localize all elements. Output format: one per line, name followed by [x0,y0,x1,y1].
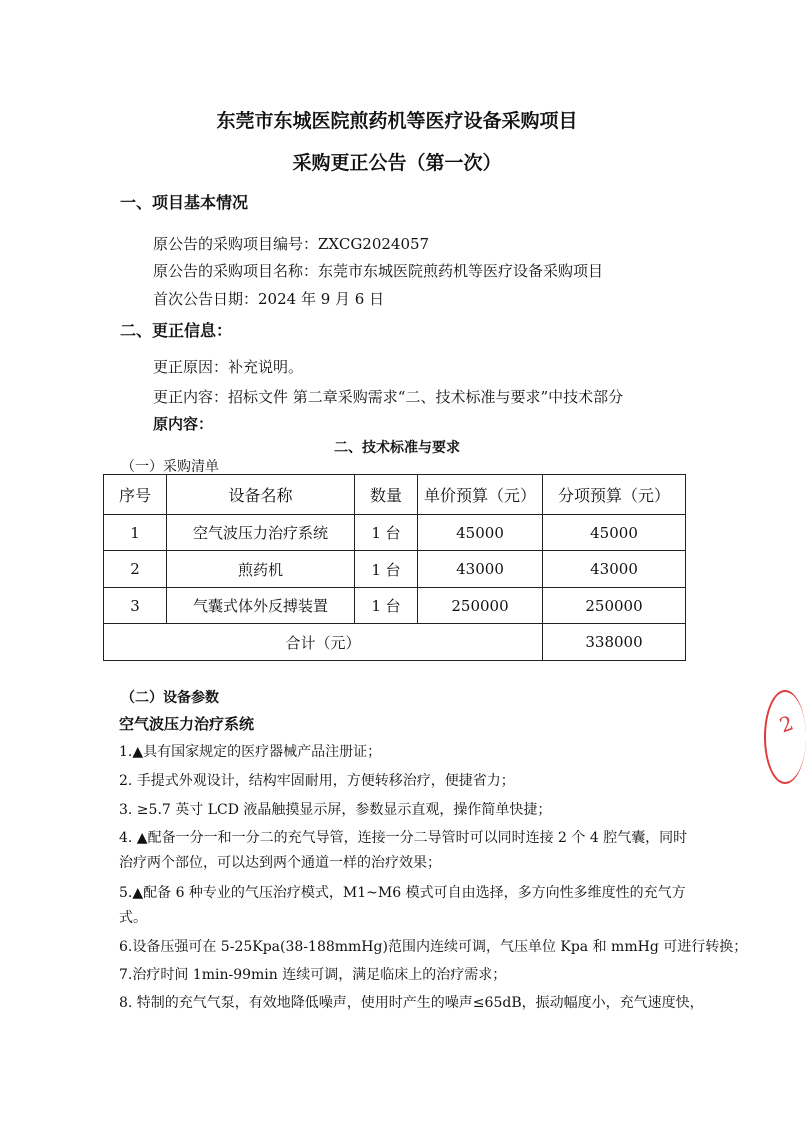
table-row [104,514,686,551]
param-line: 5.▲配备 6 种专业的气压治疗模式，M1~M6 模式可自由选择，多方向性多维度性的充气方 [119,885,686,901]
cell-index: 2 [104,551,167,588]
project-name: 原公告的采购项目名称：东莞市东城医院煎药机等医疗设备采购项目 [153,262,604,280]
params-heading: （二）设备参数 [121,690,219,706]
first-notice-date: 首次公告日期：2024 年 9 月 6 日 [153,290,385,308]
param-line: 7.治疗时间 1min-99min 连续可调，满足临床上的治疗需求； [119,967,507,983]
correction-content: 更正内容：招标文件 第二章采购需求“二、技术标准与要求”中技术部分 [153,388,624,406]
param-line: 式。 [119,910,147,926]
total-value: 338000 [543,624,686,661]
table-total-row [104,624,686,661]
table-row [104,551,686,588]
cell-index: 3 [104,587,167,624]
project-number: 原公告的采购项目编号：ZXCG2024057 [153,235,430,253]
param-line: 3. ≥5.7 英寸 LCD 液晶触摸显示屏，参数显示直观，操作简单快捷； [119,802,552,818]
header-quantity: 数量 [355,475,418,515]
seal-mark: 2 [776,710,797,738]
cell-unit-budget: 45000 [418,514,543,551]
tech-standards-heading: 二、技术标准与要求 [334,440,460,456]
cell-quantity: 1 台 [355,514,418,551]
device-name-heading: 空气波压力治疗系统 [119,715,255,733]
purchase-list-heading: （一）采购清单 [121,459,219,475]
cell-item-budget: 43000 [543,551,686,588]
section1-heading: 一、项目基本情况 [120,193,249,212]
cell-device-name: 气囊式体外反搏装置 [167,587,355,624]
table-row [104,587,686,624]
param-line: 6.设备压强可在 5-25Kpa(38-188mmHg)范围内连续可调，气压单位 Kpa 和 mmHg 可进行转换； [119,939,748,955]
cell-item-budget: 45000 [543,514,686,551]
header-device-name: 设备名称 [167,475,355,515]
purchase-list-table [103,474,686,661]
cell-quantity: 1 台 [355,587,418,624]
param-line: 4. ▲配备一分一和一分二的充气导管，连接一分二导管时可以同时连接 2 个 4 腔气囊，同时 [119,830,688,846]
header-index: 序号 [104,475,167,515]
cell-quantity: 1 台 [355,551,418,588]
param-line: 8. 特制的充气气泵，有效地降低噪声，使用时产生的噪声≤65dB，振动幅度小，充气速度快， [119,995,704,1011]
cell-unit-budget: 250000 [418,587,543,624]
cell-item-budget: 250000 [543,587,686,624]
original-content-label: 原内容： [153,415,214,433]
correction-reason: 更正原因：补充说明。 [153,358,304,376]
param-line: 2. 手提式外观设计，结构牢固耐用，方便转移治疗，便捷省力； [119,773,515,789]
total-label: 合计（元） [104,624,543,661]
param-line: 治疗两个部位，可以达到两个通道一样的治疗效果； [119,855,441,871]
param-line: 1.▲具有国家规定的医疗器械产品注册证； [119,744,382,760]
header-item-budget: 分项预算（元） [543,475,686,515]
header-unit-budget: 单价预算（元） [418,475,543,515]
cell-device-name: 空气波压力治疗系统 [167,514,355,551]
document-title: 东莞市东城医院煎药机等医疗设备采购项目 [216,110,578,132]
cell-unit-budget: 43000 [418,551,543,588]
cell-index: 1 [104,514,167,551]
cell-device-name: 煎药机 [167,551,355,588]
table-header-row [104,475,686,515]
document-subtitle: 采购更正公告（第一次） [292,152,502,174]
section2-heading: 二、更正信息： [120,321,233,340]
